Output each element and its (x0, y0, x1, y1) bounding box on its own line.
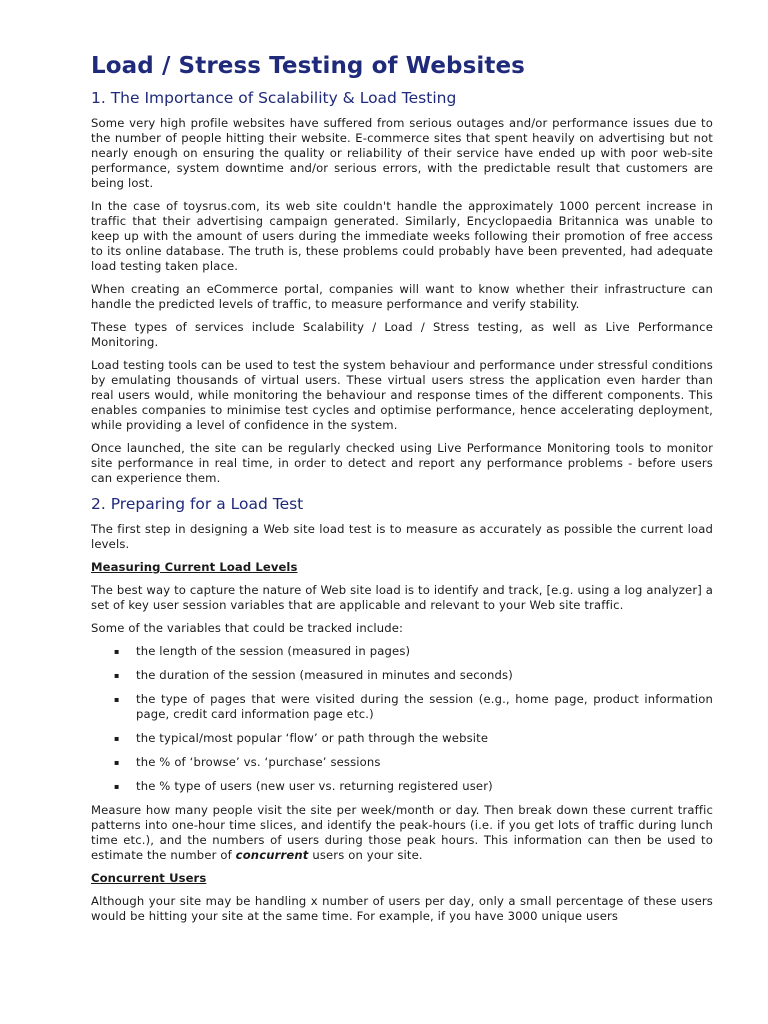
bullet-icon: ▪ (114, 695, 120, 704)
section-1-paragraph-5: Load testing tools can be used to test the system behaviour and performance under stressful conditions by emulating thousands of virtual users. These virtual users stress the application even harder than real users would, while monitoring the behaviour and response times of the different components. This enables companies to minimise test cycles and optimise performance, hence accelerating deployment, while providing a level of confidence in the system. (91, 358, 713, 432)
list-item-text: the typical/most popular ‘flow’ or path through the website (136, 731, 489, 745)
list-item-text: the % of ‘browse’ vs. ‘purchase’ sessions (136, 755, 381, 769)
concurrent-emphasis: concurrent (235, 848, 309, 862)
bullet-icon: ▪ (114, 734, 120, 743)
list-item (91, 644, 713, 659)
document-title: Load / Stress Testing of Websites (91, 53, 525, 79)
section-2-heading: 2. Preparing for a Load Test (91, 495, 304, 513)
section-1-paragraph-4: These types of services include Scalability / Load / Stress testing, as well as Live Performance Monitoring. (91, 320, 713, 349)
list-item (91, 731, 713, 746)
bullet-icon: ▪ (114, 647, 120, 656)
list-item (91, 755, 713, 770)
list-item (91, 692, 713, 722)
peak-hours-text: Measure how many people visit the site per week/month or day. Then break down these current traffic patterns into one-hour time slices, and identify the peak-hours (i.e. if you get lots of traffic during lunch time etc.), and the numbers of users during those peak hours. This information can then be used to estimate the number of (91, 803, 713, 862)
peak-hours-text-end: users on your site. (308, 848, 423, 862)
section-1-paragraph-2: In the case of toysrus.com, its web site couldn't handle the approximately 1000 percent increase in traffic that their advertising campaign generated. Similarly, Encyclopaedia Britannica was unable to keep up with the amount of users during the immediate weeks following their promotion of free access to its online database. The truth is, these problems could probably have been prevented, had adequate load testing taken place. (91, 199, 713, 273)
list-item-text: the duration of the session (measured in minutes and seconds) (136, 668, 513, 682)
peak-hours-paragraph (91, 803, 713, 863)
subheading-measuring-load: Measuring Current Load Levels (91, 560, 298, 574)
list-item (91, 779, 713, 794)
section-1-paragraph-3: When creating an eCommerce portal, companies will want to know whether their infrastructure can handle the predicted levels of traffic, to measure performance and verify stability. (91, 282, 713, 311)
variables-intro: Some of the variables that could be tracked include: (91, 621, 404, 635)
section-1-paragraph-1: Some very high profile websites have suffered from serious outages and/or performance issues due to the number of people hitting their website. E-commerce sites that spent heavily on advertising but not nearly enough on ensuring the quality or reliability of their service have ended up with poor web-site performance, system downtime and/or serious errors, with the predictable result that customers are being lost. (91, 116, 713, 190)
list-item-text: the length of the session (measured in pages) (136, 644, 411, 658)
concurrent-users-paragraph: Although your site may be handling x number of users per day, only a small percentage of these users would be hitting your site at the same time. For example, if you have 3000 unique users (91, 894, 713, 923)
subheading-concurrent-users: Concurrent Users (91, 871, 207, 885)
bullet-icon: ▪ (114, 671, 120, 680)
list-item-text: the type of pages that were visited during the session (e.g., home page, product information page, credit card information page etc.) (136, 692, 713, 721)
section-1-heading: 1. The Importance of Scalability & Load Testing (91, 89, 457, 107)
document-page (91, 50, 713, 932)
variables-list (91, 644, 713, 794)
bullet-icon: ▪ (114, 782, 120, 791)
list-item-text: the % type of users (new user vs. returning registered user) (136, 779, 493, 793)
bullet-icon: ▪ (114, 758, 120, 767)
list-item (91, 668, 713, 683)
measuring-paragraph: The best way to capture the nature of Web site load is to identify and track, [e.g. using a log analyzer] a set of key user session variables that are applicable and relevant to your Web site traffic. (91, 583, 713, 612)
section-2-intro: The first step in designing a Web site load test is to measure as accurately as possible the current load levels. (91, 522, 713, 551)
section-1-paragraph-6: Once launched, the site can be regularly checked using Live Performance Monitoring tools to monitor site performance in real time, in order to detect and report any performance problems - before users can experience them. (91, 441, 713, 485)
